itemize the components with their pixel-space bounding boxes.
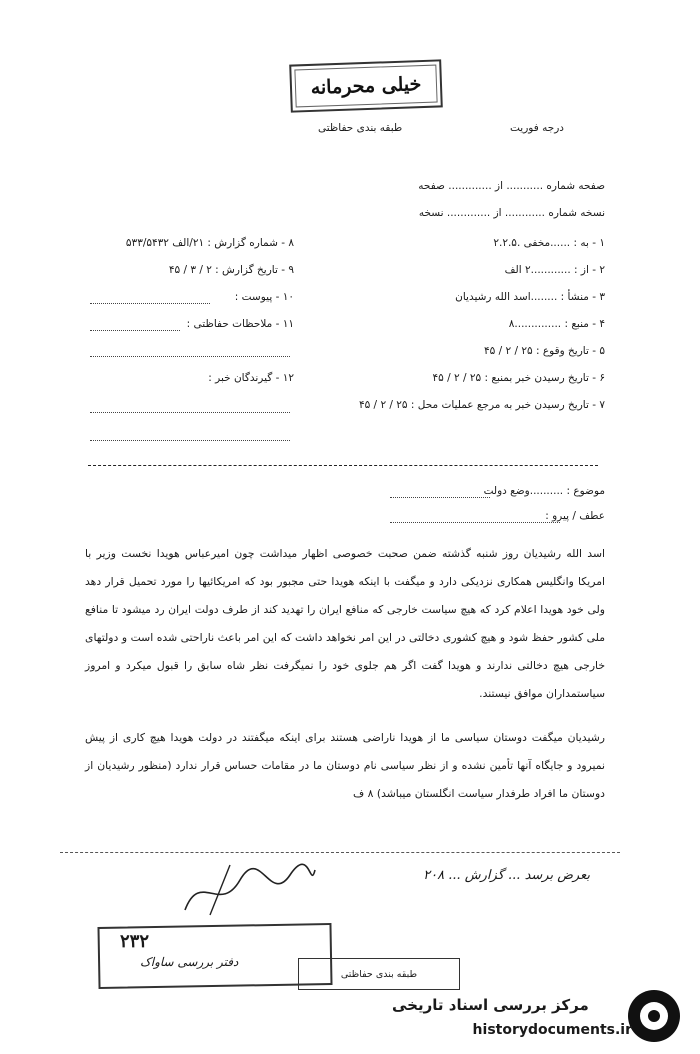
archive-logo-icon: [628, 990, 680, 1042]
blank-line: [90, 412, 290, 413]
field-source-date: ۶ - تاریخ رسیدن خبر بمنبع : ۲۵ / ۲ / ۴۵: [432, 372, 605, 384]
section-divider: [88, 465, 598, 466]
logo-name: مرکز بررسی اسناد تاریخی: [392, 996, 589, 1014]
field-from: ۲ - از : ............۲ الف: [504, 264, 605, 276]
body-paragraph-2: رشیدیان میگفت دوستان سیاسی ما از هویدا ناراضی هستند برای اینکه میگفتند در دولت هویدا هیچ کاری از پیش نمیرود و جایگاه آنها تأمین نشده و از نظر سیاسی نام دوستان ما در مقامات حساس قرار ندارد (منظور رشیدیان از دوستان ما افراد طرفدار سیاست انگلستان میباشد) ۸ ف: [85, 731, 605, 800]
field-recipients: ۱۲ - گیرندگان خبر :: [208, 372, 294, 384]
reference-line: عطف / پیرو :: [545, 510, 605, 522]
classification-label: طبقه بندی حفاظتی: [318, 122, 403, 134]
signature-scribble: [180, 860, 320, 920]
archive-stamp-number: ۲۳۲: [120, 931, 150, 952]
field-attachment: ۱۰ - پیوست :: [234, 291, 294, 303]
field-origin: ۳ - منشأ : ........اسد الله رشیدیان: [455, 291, 605, 303]
field-report-number: ۸ - شماره گزارش : ۲۱/الف ۵۳۳/۵۴۳۲: [125, 237, 294, 249]
handwritten-note: بعرض برسد ... گزارش ... ۲۰۸: [423, 868, 590, 883]
logo-url[interactable]: historydocuments.ir: [472, 1022, 632, 1038]
attachment-blank: [90, 303, 210, 304]
security-stamp-text: طبقه بندی حفاظتی: [340, 968, 418, 980]
blank-line: [90, 440, 290, 441]
page-number-ref: صفحه شماره ........... از ............. صفحه: [418, 180, 605, 192]
signature-divider: [60, 852, 620, 853]
field-to: ۱ - به : ......مخفی .۲.۲.۵: [493, 237, 605, 249]
field-report-date: ۹ - تاریخ گزارش : ۲ / ۳ / ۴۵: [168, 264, 294, 276]
urgency-label: درجه فوریت: [510, 122, 564, 134]
archive-stamp-text: دفتر بررسی ساواک: [140, 955, 239, 969]
body-paragraph-1: اسد الله رشیدیان روز شنبه گذشته ضمن صحبت خصوصی اظهار میداشت چون امیرعباس هویدا نخست وزیر با امریکا وانگلیس همکاری نزدیکی دارد و میگفت با اینکه هویدا حتی مجبور بود که امریکائیها را مورد تحمیل قرار دهد ولی خود هویدا اعلام کرد که هیچ سیاست خارجی که منافع ایران را تهدید کند از طرف دولت ایران رد میشود تا منافع ملی کشور حفظ شود و هیچ کشوری دخالتی در این امر نخواهد داشت که این امر باعث ناراحتی شده است و دولتهای خارجی هیچ دخالتی ندارند و هویدا گفت اگر هم جلوی خود را نمیگرفت نظر شاه سابق را قبول میکرد و امروز سیاستمداران موافق نیستند.: [85, 547, 605, 700]
blank-line: [90, 356, 290, 357]
field-operations-date: ۷ - تاریخ رسیدن خبر به مرجع عملیات محل : ۲۵ / ۲ / ۴۵: [358, 399, 605, 411]
subject-line: موضوع : ..........وضع دولت: [483, 485, 605, 497]
copy-number-ref: نسخه شماره ............ از ............. نسخه: [418, 207, 605, 219]
subject-blank: [390, 497, 490, 498]
security-stamp: [298, 958, 460, 990]
field-security-notes: ۱۱ - ملاحظات حفاظتی :: [186, 318, 294, 330]
classification-stamp: [289, 59, 443, 112]
field-source: ۴ - منبع : ..............۸: [508, 318, 605, 330]
reference-blank: [390, 522, 560, 523]
field-event-date: ۵ - تاریخ وقوع : ۲۵ / ۲ / ۴۵: [484, 345, 605, 357]
security-notes-blank: [90, 330, 180, 331]
classification-stamp-text: خیلی محرمانه: [310, 73, 422, 99]
